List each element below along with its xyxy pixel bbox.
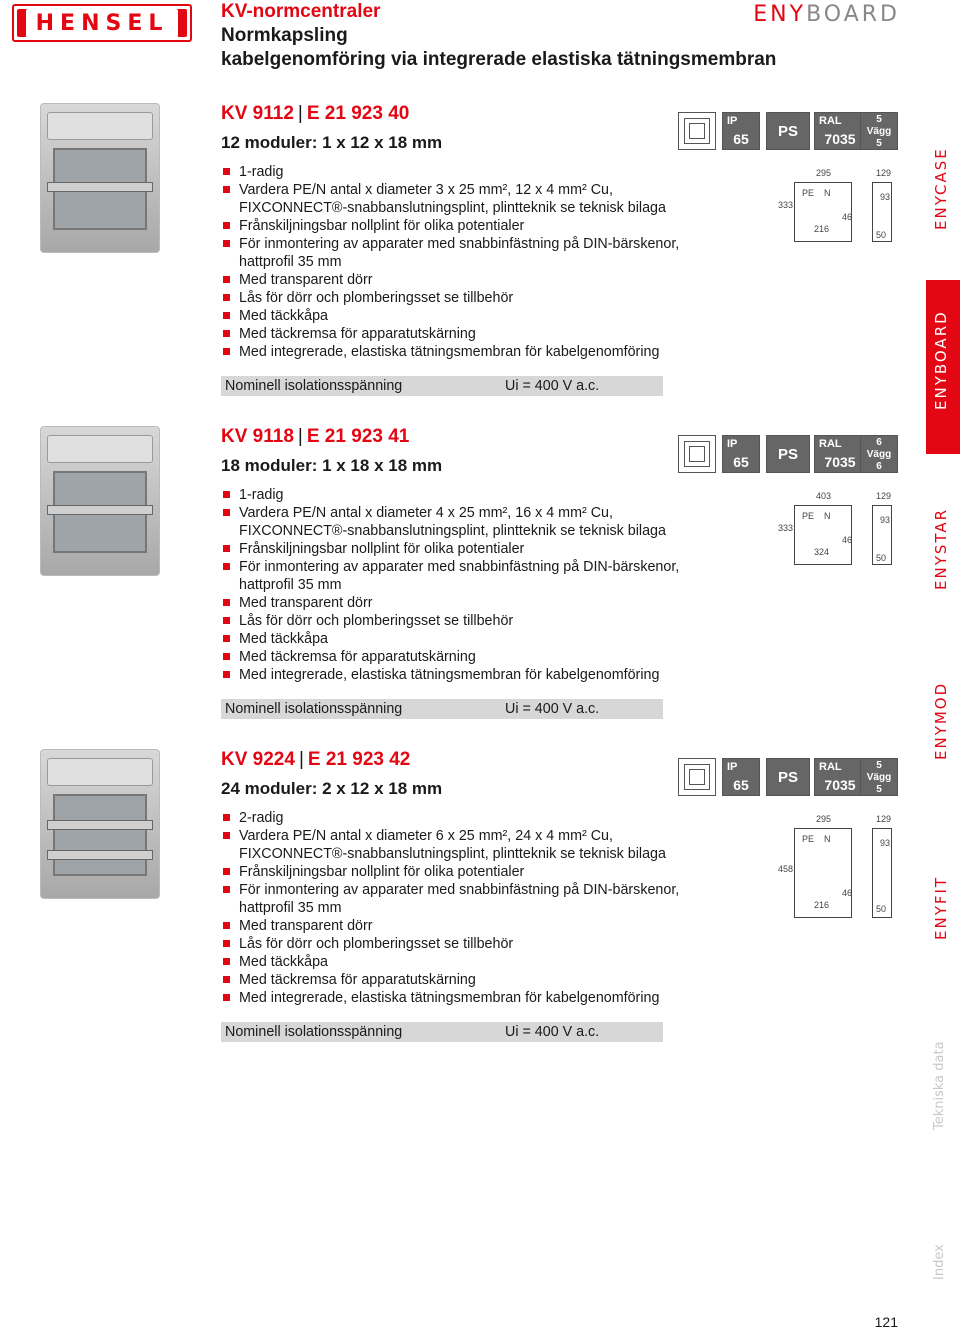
dim-width: 295 (816, 168, 832, 178)
protection-class-icon (678, 435, 716, 473)
feature-text: Med täckkåpa (239, 631, 329, 647)
feature-text: För inmontering av apparater med snabbinfästning på DIN-bärskenor, (239, 882, 680, 898)
feature-text: 2-radig (239, 810, 284, 826)
feature-list (221, 486, 691, 684)
bullet-icon (223, 635, 230, 642)
n-label: N (824, 834, 831, 844)
feature-item (221, 630, 691, 648)
feature-list (221, 809, 691, 1007)
feature-text: För inmontering av apparater med snabbinfästning på DIN-bärskenor, (239, 236, 680, 252)
dim-height: 333 (778, 200, 794, 210)
title-line3: kabelgenomföring via integrerade elastiska tätningsmembran (221, 49, 777, 70)
ip-badge: IP 65 (722, 758, 760, 796)
ip-badge: IP 65 (722, 435, 760, 473)
voltage-row (221, 376, 663, 396)
bullet-icon (223, 276, 230, 283)
n-label: N (824, 511, 831, 521)
dim-inner: 216 (814, 900, 830, 910)
product-subtitle: 18 moduler: 1 x 18 x 18 mm (221, 456, 443, 475)
protection-class-icon (678, 112, 716, 150)
dimension-drawing (778, 168, 908, 258)
feature-text: Med täckremsa för apparatutskärning (239, 972, 476, 988)
feature-text: Frånskiljningsbar nollplint för olika potentialer (239, 864, 525, 880)
sidebar-item-3[interactable]: ENYMOD (932, 681, 950, 760)
feature-item (221, 845, 691, 863)
feature-item (221, 163, 691, 181)
bullet-icon (223, 922, 230, 929)
dim-93: 93 (880, 515, 891, 525)
dimension-drawing (778, 814, 908, 932)
feature-item (221, 666, 691, 684)
sidebar-item-1[interactable]: ENYBOARD (932, 310, 950, 410)
bullet-icon (223, 671, 230, 678)
feature-text: 1-radig (239, 487, 284, 503)
product-title: KV 9224 | E 21 923 42 (221, 749, 411, 770)
feature-item (221, 307, 691, 325)
feature-text: Med täckkåpa (239, 308, 329, 324)
feature-item (221, 935, 691, 953)
product-article: E 21 923 41 (306, 426, 410, 447)
product-subtitle: 24 moduler: 2 x 12 x 18 mm (221, 779, 443, 798)
feature-text: 1-radig (239, 164, 284, 180)
pe-label: PE (802, 188, 815, 198)
bullet-icon (223, 168, 230, 175)
dim-height: 333 (778, 523, 794, 533)
product-article: E 21 923 40 (306, 103, 410, 124)
bullet-icon (223, 976, 230, 983)
bullet-icon (223, 994, 230, 1001)
dim-46: 46 (842, 888, 853, 898)
product-photo (40, 103, 160, 253)
feature-item (221, 558, 691, 576)
dim-93: 93 (880, 838, 891, 848)
feature-item (221, 827, 691, 845)
feature-text: Med transparent dörr (239, 272, 373, 288)
feature-item (221, 181, 691, 199)
product-title: KV 9118 | E 21 923 41 (221, 426, 410, 447)
feature-item (221, 917, 691, 935)
voltage-value: Ui = 400 V a.c. (505, 378, 600, 394)
dim-50: 50 (876, 230, 887, 240)
bullet-icon (223, 886, 230, 893)
feature-text: FIXCONNECT®-snabbanslutningsplint, plintteknik se teknisk bilaga (239, 846, 666, 862)
feature-item (221, 343, 691, 361)
sidebar-item-5[interactable]: Tekniska data (932, 1041, 947, 1130)
bullet-icon (223, 491, 230, 498)
feature-text: Med täckremsa för apparatutskärning (239, 326, 476, 342)
feature-item (221, 504, 691, 522)
bullet-icon (223, 312, 230, 319)
voltage-value: Ui = 400 V a.c. (505, 701, 600, 717)
bullet-icon (223, 653, 230, 660)
product-photo (40, 749, 160, 899)
feature-text: Med integrerade, elastiska tätningsmembran för kabelgenomföring (239, 667, 660, 683)
feature-text: Lås för dörr och plomberingsset se tillbehör (239, 936, 514, 952)
n-label: N (824, 188, 831, 198)
feature-item (221, 648, 691, 666)
pe-label: PE (802, 511, 815, 521)
ral-badge: RAL 7035 (814, 112, 866, 150)
dim-width: 295 (816, 814, 832, 824)
protection-class-icon (678, 758, 716, 796)
feature-item (221, 594, 691, 612)
dim-46: 46 (842, 212, 853, 222)
voltage-label: Nominell isolationsspänning (225, 378, 403, 394)
sidebar-item-4[interactable]: ENYFIT (932, 875, 950, 940)
voltage-row (221, 699, 663, 719)
brand-logo (753, 2, 900, 27)
bullet-icon (223, 545, 230, 552)
sidebar-item-2[interactable]: ENYSTAR (932, 507, 950, 590)
feature-text: FIXCONNECT®-snabbanslutningsplint, plintteknik se teknisk bilaga (239, 523, 666, 539)
product-article: E 21 923 42 (307, 749, 411, 770)
ps-badge: PS (766, 435, 810, 473)
brand-b: BOARD (806, 2, 900, 27)
dim-46: 46 (842, 535, 853, 545)
feature-text: Med täckremsa för apparatutskärning (239, 649, 476, 665)
pe-label: PE (802, 834, 815, 844)
feature-text: Vardera PE/N antal x diameter 4 x 25 mm², 16 x 4 mm² Cu, (239, 505, 613, 521)
feature-item (221, 486, 691, 504)
feature-item (221, 522, 691, 540)
feature-text: För inmontering av apparater med snabbinfästning på DIN-bärskenor, (239, 559, 680, 575)
title-line1: KV-normcentraler (221, 1, 381, 22)
bullet-icon (223, 222, 230, 229)
wall-badge: 6 Vägg 6 (860, 435, 898, 473)
dim-inner: 324 (814, 547, 830, 557)
feature-item (221, 881, 691, 899)
bullet-icon (223, 940, 230, 947)
bullet-icon (223, 509, 230, 516)
feature-item (221, 289, 691, 307)
ip-badge: IP 65 (722, 112, 760, 150)
feature-text: Frånskiljningsbar nollplint för olika potentialer (239, 218, 525, 234)
product-code: KV 9112 (221, 103, 294, 124)
ps-badge: PS (766, 112, 810, 150)
feature-text: FIXCONNECT®-snabbanslutningsplint, plintteknik se teknisk bilaga (239, 200, 666, 216)
feature-text: Med integrerade, elastiska tätningsmembran för kabelgenomföring (239, 990, 660, 1006)
dim-50: 50 (876, 904, 887, 914)
feature-text: Lås för dörr och plomberingsset se tillbehör (239, 290, 514, 306)
feature-text: Lås för dörr och plomberingsset se tillbehör (239, 613, 514, 629)
bullet-icon (223, 563, 230, 570)
dim-depth: 129 (876, 491, 892, 501)
feature-item (221, 235, 691, 253)
feature-item (221, 809, 691, 827)
feature-item (221, 325, 691, 343)
sidebar-item-6[interactable]: Index (932, 1244, 947, 1280)
feature-item (221, 199, 691, 217)
product-photo (40, 426, 160, 576)
feature-item (221, 576, 691, 594)
voltage-label: Nominell isolationsspänning (225, 701, 403, 717)
feature-text: Vardera PE/N antal x diameter 6 x 25 mm², 24 x 4 mm² Cu, (239, 828, 613, 844)
dim-depth: 129 (876, 168, 892, 178)
dim-depth: 129 (876, 814, 892, 824)
bullet-icon (223, 814, 230, 821)
ps-badge: PS (766, 758, 810, 796)
voltage-label: Nominell isolationsspänning (225, 1024, 403, 1040)
bullet-icon (223, 348, 230, 355)
dim-height: 458 (778, 864, 794, 874)
hensel-logo (12, 4, 192, 42)
feature-item (221, 971, 691, 989)
feature-item (221, 217, 691, 235)
feature-text: hattprofil 35 mm (239, 254, 342, 270)
bullet-icon (223, 958, 230, 965)
dimension-drawing (778, 491, 908, 581)
feature-item (221, 989, 691, 1007)
voltage-row (221, 1022, 663, 1042)
dim-93: 93 (880, 192, 891, 202)
feature-list (221, 163, 691, 361)
feature-item (221, 863, 691, 881)
feature-text: Med transparent dörr (239, 918, 373, 934)
feature-item (221, 271, 691, 289)
page-title (221, 0, 841, 72)
feature-item (221, 253, 691, 271)
bullet-icon (223, 599, 230, 606)
feature-item (221, 899, 691, 917)
product-title: KV 9112 | E 21 923 40 (221, 103, 410, 124)
ral-badge: RAL 7035 (814, 758, 866, 796)
dim-inner: 216 (814, 224, 830, 234)
product-subtitle: 12 moduler: 1 x 12 x 18 mm (221, 133, 443, 152)
sidebar-item-0[interactable]: ENYCASE (932, 147, 950, 230)
title-line2: Normkapsling (221, 25, 348, 46)
bullet-icon (223, 832, 230, 839)
feature-text: Med transparent dörr (239, 595, 373, 611)
feature-text: Frånskiljningsbar nollplint för olika potentialer (239, 541, 525, 557)
product-code: KV 9224 (221, 749, 295, 770)
bullet-icon (223, 240, 230, 247)
feature-item (221, 612, 691, 630)
logo-text: HENSEL (26, 9, 179, 38)
bullet-icon (223, 294, 230, 301)
feature-text: hattprofil 35 mm (239, 900, 342, 916)
wall-badge: 5 Vägg 5 (860, 758, 898, 796)
page-number: 121 (874, 1314, 898, 1330)
bullet-icon (223, 868, 230, 875)
wall-badge: 5 Vägg 5 (860, 112, 898, 150)
ral-badge: RAL 7035 (814, 435, 866, 473)
bullet-icon (223, 330, 230, 337)
feature-text: Vardera PE/N antal x diameter 3 x 25 mm², 12 x 4 mm² Cu, (239, 182, 613, 198)
bullet-icon (223, 617, 230, 624)
feature-text: Med integrerade, elastiska tätningsmembran för kabelgenomföring (239, 344, 660, 360)
feature-text: hattprofil 35 mm (239, 577, 342, 593)
dim-width: 403 (816, 491, 832, 501)
feature-item (221, 953, 691, 971)
product-code: KV 9118 (221, 426, 294, 447)
brand-a: ENY (753, 2, 807, 27)
feature-item (221, 540, 691, 558)
voltage-value: Ui = 400 V a.c. (505, 1024, 600, 1040)
dim-50: 50 (876, 553, 887, 563)
feature-text: Med täckkåpa (239, 954, 329, 970)
bullet-icon (223, 186, 230, 193)
